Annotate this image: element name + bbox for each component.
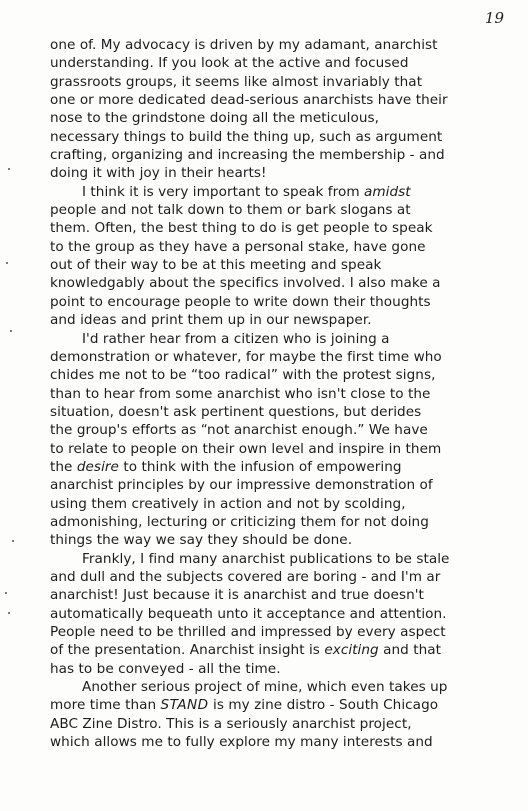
emphasis: exciting [324,642,379,659]
text-line: chides me not to be “too radical” with the protest signs, [50,367,436,384]
text-line: Another serious project of mine, which even takes up [82,679,448,696]
text-line: I think it is very important to speak from amidst [82,183,411,200]
text-line: Frankly, I find many anarchist publications to be stale [82,550,450,567]
text-line: anarchist! Just because it is anarchist and true doesn't [50,587,424,604]
page-number: 19 [484,9,504,27]
text-line: out of their way to be at this meeting and speak [50,257,382,274]
text-line: nose to the grindstone doing all the meticulous, [50,110,380,127]
text-line: them. Often, the best thing to do is get people to speak [50,220,433,237]
margin-speck [8,168,10,170]
text-line: I'd rather hear from a citizen who is joining a [82,330,390,347]
text-line: demonstration or whatever, for maybe the first time who [50,348,442,365]
text-line: people and not talk down to them or bark slogans at [50,202,411,219]
text-line: situation, doesn't ask pertinent questions, but derides [50,403,422,420]
text-line: crafting, organizing and increasing the membership - and [50,147,445,164]
margin-speck [6,262,8,264]
text-line: admonishing, lecturing or criticizing them for not doing [50,513,429,530]
text-line: using them creatively in action and not by scolding, [50,495,406,512]
text-line: of the presentation. Anarchist insight is exciting and that [50,642,442,659]
emphasis: amidst [363,183,411,200]
text-line: and ideas and print them up in our newspaper. [50,312,372,329]
body-text [50,36,522,751]
text-line: knowledgably about the specifics involved. I also make a [50,275,441,292]
margin-speck [12,540,14,542]
text-line: than to hear from some anarchist who isn't close to the [50,385,431,402]
margin-speck [5,592,7,594]
text-line: the desire to think with the infusion of empowering [50,458,402,475]
text-line: to the group as they have a personal stake, have gone [50,238,426,255]
text-line: doing it with joy in their hearts! [50,165,267,182]
text-line: understanding. If you look at the active and focused [50,55,409,72]
text-line: more time than STAND is my zine distro - South Chicago [50,697,439,714]
text-line: anarchist principles by our impressive demonstration of [50,477,433,494]
text-line: ABC Zine Distro. This is a seriously anarchist project, [50,715,412,732]
text-line: to relate to people on their own level and inspire in them [50,440,442,457]
emphasis: desire [76,458,119,475]
publication-title: STAND [160,697,209,714]
margin-speck [10,330,12,332]
text-line: things the way we say they should be done. [50,532,353,549]
text-line: the group's efforts as “not anarchist enough.” We have [50,422,428,439]
margin-speck [8,612,10,614]
text-line: has to be conveyed - all the time. [50,660,281,677]
text-line: one or more dedicated dead-serious anarchists have their [50,92,448,109]
text-line: People need to be thrilled and impressed by every aspect [50,624,446,640]
text-line: which allows me to fully explore my many interests and [50,734,433,751]
text-line: one of. My advocacy is driven by my adamant, anarchist [50,37,438,53]
text-line: necessary things to build the thing up, such as argument [50,128,443,145]
text-line: and dull and the subjects covered are boring - and I'm ar [50,568,441,585]
text-line: automatically bequeath unto it acceptance and attention. [50,605,447,622]
text-line: point to encourage people to write down their thoughts [50,293,431,310]
text-line: grassroots groups, it seems like almost invariably that [50,73,423,90]
